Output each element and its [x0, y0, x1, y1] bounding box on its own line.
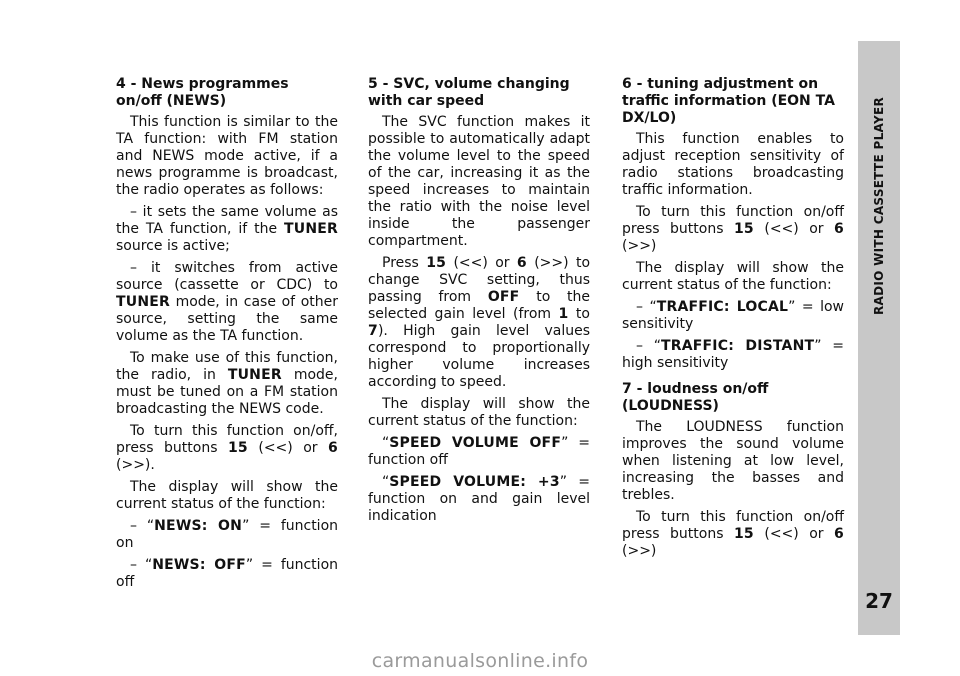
heading-loudness: 7 - loudness on/off (LOUDNESS) [622, 381, 769, 414]
status-traffic-distant: – “TRAFFIC: DISTANT” = high sensitivity [622, 338, 844, 371]
paragraph: The display will show the current status of the function: [368, 396, 590, 429]
paragraph: Press 15 (<<) or 6 (>>) to change SVC setting, thus passing from OFF to the selected gain level (from 1 to 7). High gain level values correspond to proportionally higher volume increases according to speed. [368, 255, 591, 390]
chapter-sidebar [858, 41, 900, 635]
paragraph: This function enables to adjust reception sensitivity of radio stations broadcasting traffic information. [622, 131, 844, 198]
watermark: carmanualsonline.info [371, 650, 589, 672]
paragraph: – it sets the same volume as the TA function, if the TUNER source is active; [116, 204, 338, 254]
paragraph: The LOUDNESS function improves the sound volume when listening at low level, increasing the basses and trebles. [622, 419, 844, 503]
paragraph: This function is similar to the TA function: with FM station and NEWS mode active, if a news programme is broadcast, the radio operates as follows: [116, 114, 338, 198]
heading-news: 4 - News programmes on/off (NEWS) [116, 76, 289, 109]
paragraph: To turn this function on/off press buttons 15 (<<) or 6 (>>) [622, 204, 844, 254]
paragraph: To turn this function on/off press buttons 15 (<<) or 6 (>>) [622, 509, 844, 559]
paragraph: To turn this function on/off, press buttons 15 (<<) or 6 (>>). [116, 423, 338, 473]
heading-traffic: 6 - tuning adjustment on traffic information (EON TA DX/LO) [622, 76, 835, 126]
paragraph: The display will show the current status of the function: [116, 479, 338, 512]
column-svc [368, 76, 590, 530]
paragraph: The SVC function makes it possible to automatically adapt the volume level to the speed of the car, increasing it as the speed increases to maintain the ratio with the noise level inside the passenger compartment. [368, 114, 590, 249]
status-news-on: – “NEWS: ON” = function on [116, 518, 339, 551]
status-traffic-local: – “TRAFFIC: LOCAL” = low sensitivity [622, 299, 845, 332]
paragraph: To make use of this function, the radio, in TUNER mode, must be tuned on a FM station broadcasting the NEWS code. [116, 350, 338, 417]
status-news-off: – “NEWS: OFF” = function off [116, 557, 339, 590]
chapter-title: RADIO WITH CASSETTE PLAYER [872, 96, 887, 316]
paragraph: – it switches from active source (cassette or CDC) to TUNER mode, in case of other source, setting the same volume as the TA function. [116, 260, 338, 344]
paragraph: The display will show the current status of the function: [622, 260, 844, 293]
column-news [116, 76, 338, 596]
status-speed-volume-off: “SPEED VOLUME OFF” = function off [368, 435, 590, 468]
heading-svc: 5 - SVC, volume changing with car speed [368, 76, 570, 109]
page-number: 27 [865, 589, 893, 613]
column-traffic-loudness [622, 76, 844, 565]
status-speed-volume-on: “SPEED VOLUME: +3” = function on and gain level indication [368, 474, 591, 524]
